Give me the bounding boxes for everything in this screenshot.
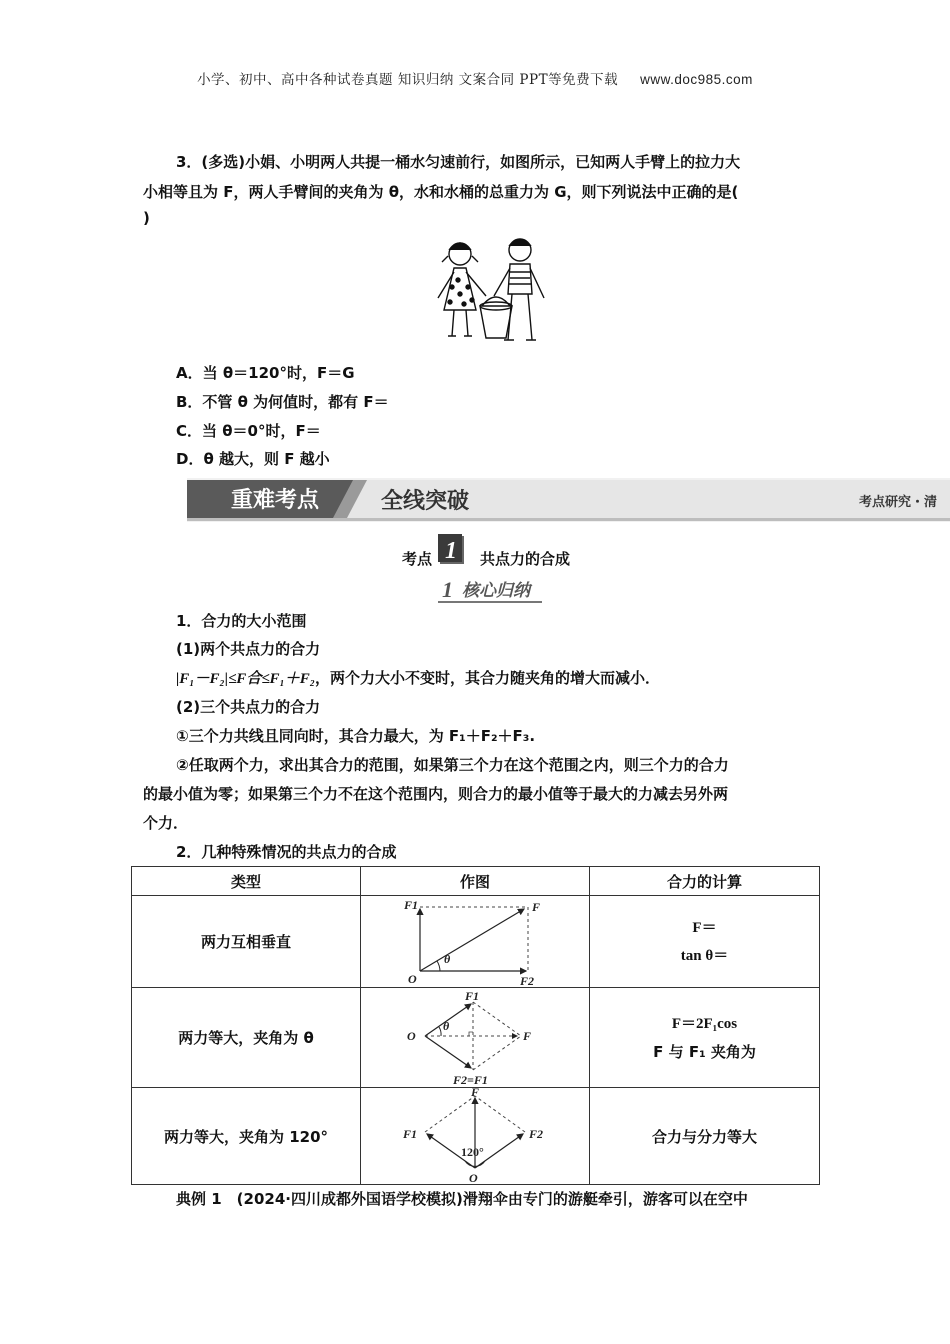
kaodian-number: 1 bbox=[445, 538, 457, 564]
label-f: F bbox=[532, 899, 541, 914]
table-row bbox=[132, 896, 820, 988]
section-1b-heading: (2)三个共点力的合力 bbox=[176, 698, 321, 716]
section-1b-point2-line3: 个力． bbox=[143, 814, 189, 832]
label-theta-2: θ bbox=[443, 1018, 450, 1033]
row2-calc-f: F＝2F₁cos bbox=[671, 1015, 738, 1032]
label-f-right: F bbox=[523, 1028, 532, 1043]
section-1-heading: 1．合力的大小范围 bbox=[176, 612, 307, 630]
section-1b-point2-line1: ②任取两个力，求出其合力的范围，如果第三个力在这个范围之内，则三个力的合力 bbox=[176, 756, 729, 774]
section-banner bbox=[187, 478, 950, 522]
core-number: 1 bbox=[442, 577, 453, 602]
row1-type: 两力互相垂直 bbox=[132, 896, 361, 988]
section-1a-text bbox=[176, 663, 660, 694]
label-o-left: O bbox=[407, 1028, 416, 1043]
row1-calc-tan: tan θ＝ bbox=[680, 947, 729, 964]
page-header bbox=[0, 68, 950, 88]
kids-carrying-bucket-illustration bbox=[428, 232, 552, 350]
option-c: C．当 θ＝0°时，F＝ bbox=[176, 422, 321, 440]
banner-right-text: 全线突破 bbox=[381, 489, 470, 514]
equal-forces-rhombus-diagram bbox=[405, 990, 545, 1086]
section-1a-heading: (1)两个共点力的合力 bbox=[176, 640, 321, 658]
label-f-top: F bbox=[471, 1088, 480, 1099]
header-text: 小学、初中、高中各种试卷真题 知识归纳 文案合同 PPT等免费下载 bbox=[197, 72, 619, 88]
row1-calc-f: F＝ bbox=[692, 919, 717, 936]
perpendicular-forces-diagram bbox=[400, 897, 550, 987]
table-header-row bbox=[132, 867, 820, 896]
row1-calc bbox=[590, 896, 820, 988]
row2-type: 两力等大，夹角为 θ bbox=[132, 988, 361, 1088]
row3-figure bbox=[361, 1088, 590, 1185]
label-o-bottom: O bbox=[469, 1171, 478, 1184]
label-f1-left: F1 bbox=[403, 1127, 418, 1141]
example-1-text: 典例 1 (2024·四川成都外国语学校模拟)滑翔伞由专门的游艇牵引，游客可以在空中 bbox=[176, 1190, 748, 1208]
option-b: B．不管 θ 为何值时，都有 F＝ bbox=[176, 393, 389, 411]
section-1b-point1: ①三个力共线且同向时，其合力最大，为 F₁＋F₂＋F₃. bbox=[176, 727, 536, 745]
banner-left-text: 重难考点 bbox=[231, 488, 320, 513]
label-f2-eq-f1: F2=F1 bbox=[453, 1072, 488, 1086]
two-force-range-note: ，两个力大小不变时，其合力随夹角的增大而减小． bbox=[315, 669, 661, 687]
label-f1: F1 bbox=[404, 897, 419, 912]
special-cases-table bbox=[131, 866, 820, 1185]
kaodian-title: 共点力的合成 bbox=[480, 550, 571, 568]
banner-tail-text: 考点研究・清 bbox=[859, 495, 938, 510]
header-site-link[interactable]: www.doc985.com bbox=[640, 72, 753, 87]
kaodian-number-badge bbox=[438, 534, 468, 566]
row2-calc bbox=[590, 988, 820, 1088]
120-degree-forces-diagram bbox=[395, 1088, 555, 1184]
label-120-degree: 120° bbox=[461, 1145, 484, 1159]
row2-figure bbox=[361, 988, 590, 1088]
row1-figure bbox=[361, 896, 590, 988]
question-3-line1: 3．(多选)小娟、小明两人共提一桶水匀速前行，如图所示，已知两人手臂上的拉力大 bbox=[176, 153, 741, 171]
section-1b-point2-line2: 的最小值为零；如果第三个力不在这个范围内，则合力的最小值等于最大的力减去另外两 bbox=[143, 785, 729, 803]
core-title: 核心归纳 bbox=[462, 581, 530, 601]
question-3-line3: ) bbox=[143, 209, 150, 227]
label-theta: θ bbox=[444, 951, 451, 966]
core-summary-label bbox=[438, 574, 544, 604]
row3-calc: 合力与分力等大 bbox=[590, 1088, 820, 1185]
table-row bbox=[132, 1088, 820, 1185]
two-force-range-formula: |F₁－F₂|≤F合≤F₁＋F₂ bbox=[176, 671, 316, 687]
row3-type: 两力等大，夹角为 120° bbox=[132, 1088, 361, 1185]
kaodian-prefix: 考点 bbox=[402, 550, 433, 568]
table-header-figure: 作图 bbox=[361, 867, 590, 896]
option-a: A．当 θ＝120°时，F＝G bbox=[176, 364, 355, 382]
label-f1-top: F1 bbox=[465, 989, 480, 1003]
table-header-type: 类型 bbox=[132, 867, 361, 896]
label-f2: F2 bbox=[520, 973, 535, 987]
table-header-calc: 合力的计算 bbox=[590, 867, 820, 896]
section-2-heading: 2．几种特殊情况的共点力的合成 bbox=[176, 843, 397, 861]
table-row bbox=[132, 988, 820, 1088]
label-o: O bbox=[408, 971, 417, 986]
label-f2-right: F2 bbox=[529, 1127, 544, 1141]
row2-calc-angle: F 与 F₁ 夹角为 bbox=[653, 1042, 756, 1061]
option-d: D．θ 越大，则 F 越小 bbox=[176, 450, 330, 468]
question-3-line2: 小相等且为 F，两人手臂间的夹角为 θ，水和水桶的总重力为 G，则下列说法中正确的是( bbox=[143, 183, 739, 201]
